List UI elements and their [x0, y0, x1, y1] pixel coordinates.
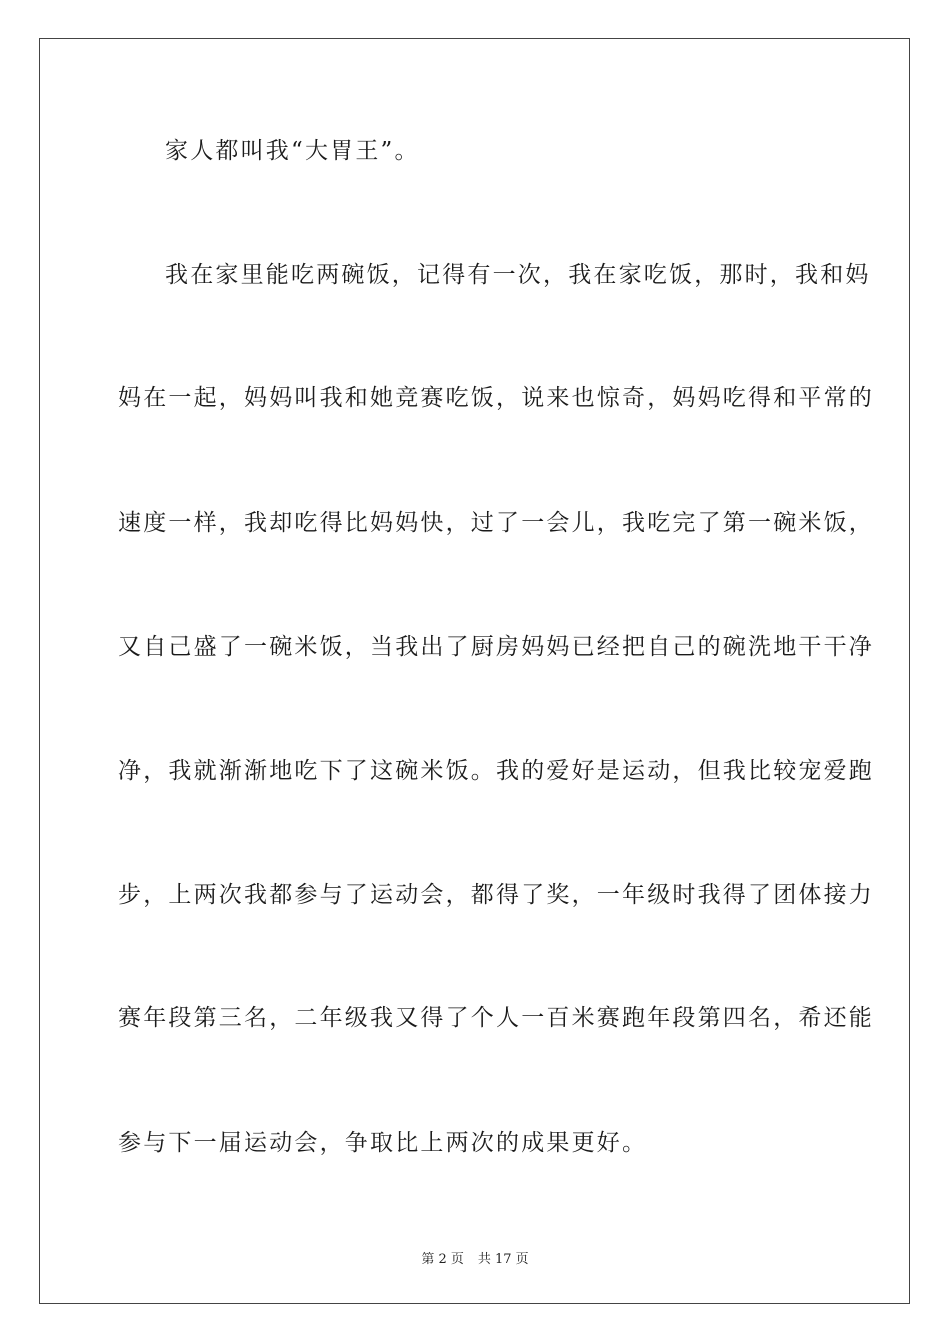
paragraph-line: 赛年段第三名，二年级我又得了个人一百米赛跑年段第四名，希还能: [118, 1005, 874, 1031]
page-footer: [0, 1248, 950, 1267]
paragraph-line: 速度一样，我却吃得比妈妈快，过了一会儿，我吃完了第一碗米饭，: [118, 510, 874, 536]
page-number: 第 2 页: [421, 1252, 464, 1267]
page-border: [39, 38, 910, 1304]
paragraph-line: 净，我就渐渐地吃下了这碗米饭。我的爱好是运动，但我比较宠爱跑: [118, 758, 874, 784]
paragraph-line: 又自己盛了一碗米饭，当我出了厨房妈妈已经把自己的碗洗地干干净: [118, 634, 874, 660]
paragraph-line: 步，上两次我都参与了运动会，都得了奖，一年级时我得了团体接力: [118, 882, 874, 908]
paragraph-line: 妈在一起，妈妈叫我和她竞赛吃饭，说来也惊奇，妈妈吃得和平常的: [118, 385, 874, 411]
paragraph-line: 参与下一届运动会，争取比上两次的成果更好。: [118, 1130, 648, 1156]
paragraph-line: 家人都叫我“大胃王”。: [165, 138, 420, 164]
total-pages: 共 17 页: [477, 1252, 529, 1267]
paragraph-line: 我在家里能吃两碗饭，记得有一次，我在家吃饭，那时，我和妈: [165, 262, 871, 288]
